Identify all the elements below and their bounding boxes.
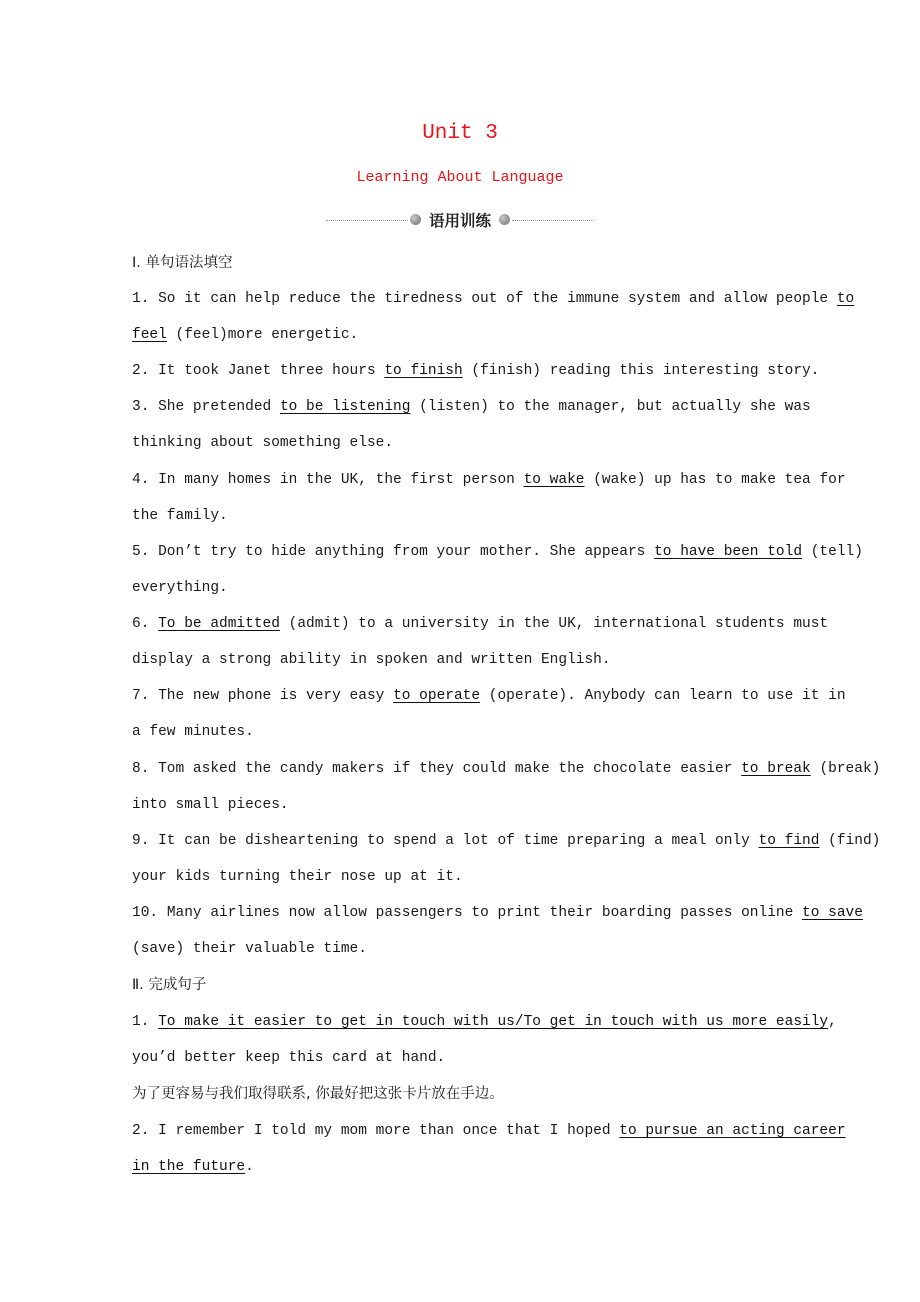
- question-text: (tell): [810, 544, 863, 560]
- question-number: 4.: [132, 472, 150, 488]
- question-line: [132, 831, 881, 851]
- answer-blank: to find: [758, 833, 820, 849]
- bullet-icon: [499, 214, 510, 225]
- unit-subtitle: Learning About Language: [356, 169, 564, 186]
- question-text: your kids turning their nose up at it.: [132, 869, 463, 885]
- question-line: [132, 1012, 837, 1032]
- question-text: a few minutes.: [132, 724, 254, 740]
- question-number: 2.: [132, 1123, 150, 1139]
- question-number: 1.: [132, 291, 150, 307]
- answer-blank: to be listening: [279, 399, 411, 415]
- question-text: In many homes in the UK, the first person: [158, 472, 515, 488]
- answer-blank: in the future: [132, 1159, 246, 1175]
- banner-divider-right: [512, 220, 594, 221]
- question-text: display a strong ability in spoken and written English.: [132, 652, 611, 668]
- question-number: 10.: [132, 905, 159, 921]
- question-number: 9.: [132, 833, 150, 849]
- answer-blank: to wake: [523, 472, 585, 488]
- question-text: you’d better keep this card at hand.: [132, 1050, 446, 1066]
- question-line: [132, 614, 829, 634]
- question-text: (admit) to a university in the UK, international students must: [288, 616, 829, 632]
- question-text: (save) their valuable time.: [132, 941, 367, 957]
- question-text: Tom asked the candy makers if they could make the chocolate easier: [158, 761, 733, 777]
- unit-title: Unit 3: [422, 122, 498, 145]
- question-line: [132, 542, 863, 562]
- question-text: (break): [819, 761, 881, 777]
- question-line: [132, 289, 855, 309]
- answer-blank: feel: [132, 327, 167, 343]
- question-text: The new phone is very easy: [158, 688, 385, 704]
- question-line: [132, 325, 789, 345]
- question-text: Don’t try to hide anything from your mother. She appears: [158, 544, 646, 560]
- section-heading: Ⅱ. 完成句子: [132, 977, 207, 993]
- question-line: [132, 759, 881, 779]
- section-heading: Ⅰ. 单句语法填空: [132, 255, 233, 271]
- question-line: [132, 903, 863, 923]
- question-text: It can be disheartening to spend a lot of time preparing a meal only: [158, 833, 750, 849]
- question-text: I remember I told my mom more than once that I hoped: [158, 1123, 611, 1139]
- question-text: So it can help reduce the tiredness out of the immune system and allow people: [158, 291, 829, 307]
- question-text: thinking about something else.: [132, 435, 394, 451]
- question-text: (operate). Anybody can learn to use it in: [488, 688, 846, 704]
- answer-blank: to break: [741, 761, 811, 777]
- question-text: (wake) up has to make tea for: [593, 472, 846, 488]
- question-text: .: [245, 1159, 254, 1175]
- question-text: (feel)more energetic.: [175, 327, 359, 343]
- question-number: 8.: [132, 761, 150, 777]
- answer-blank: to pursue an acting career: [619, 1123, 846, 1139]
- answer-blank: to finish: [384, 363, 463, 379]
- question-number: 6.: [132, 616, 150, 632]
- answer-blank: to: [836, 291, 855, 307]
- section-banner: [326, 208, 594, 232]
- question-text: the family.: [132, 508, 228, 524]
- answer-blank: To make it easier to get in touch with us/To get in touch with us more easily: [158, 1014, 829, 1030]
- question-text: (finish) reading this interesting story.: [471, 363, 820, 379]
- question-line: [132, 1121, 846, 1141]
- answer-blank: to have been told: [654, 544, 803, 560]
- question-text: into small pieces.: [132, 797, 289, 813]
- question-line: [132, 686, 846, 706]
- question-text: everything.: [132, 580, 228, 596]
- question-line: [132, 470, 846, 490]
- question-number: 5.: [132, 544, 150, 560]
- question-text: It took Janet three hours: [158, 363, 376, 379]
- answer-blank: to save: [802, 905, 863, 921]
- question-line: [132, 397, 811, 417]
- question-number: 7.: [132, 688, 150, 704]
- question-number: 2.: [132, 363, 150, 379]
- question-line: [132, 361, 820, 381]
- question-line: [132, 1157, 789, 1177]
- answer-blank: To be admitted: [158, 616, 280, 632]
- banner-label: 语用训练: [428, 212, 491, 230]
- answer-blank: to operate: [393, 688, 481, 704]
- question-number: 3.: [132, 399, 150, 415]
- question-number: 1.: [132, 1014, 150, 1030]
- question-text: (listen) to the manager, but actually she was: [419, 399, 811, 415]
- question-text: Many airlines now allow passengers to print their boarding passes online: [166, 905, 794, 921]
- question-text: She pretended: [158, 399, 272, 415]
- chinese-translation: 为了更容易与我们取得联系, 你最好把这张卡片放在手边。: [132, 1086, 504, 1102]
- question-text: (find): [828, 833, 881, 849]
- question-text: ,: [828, 1014, 837, 1030]
